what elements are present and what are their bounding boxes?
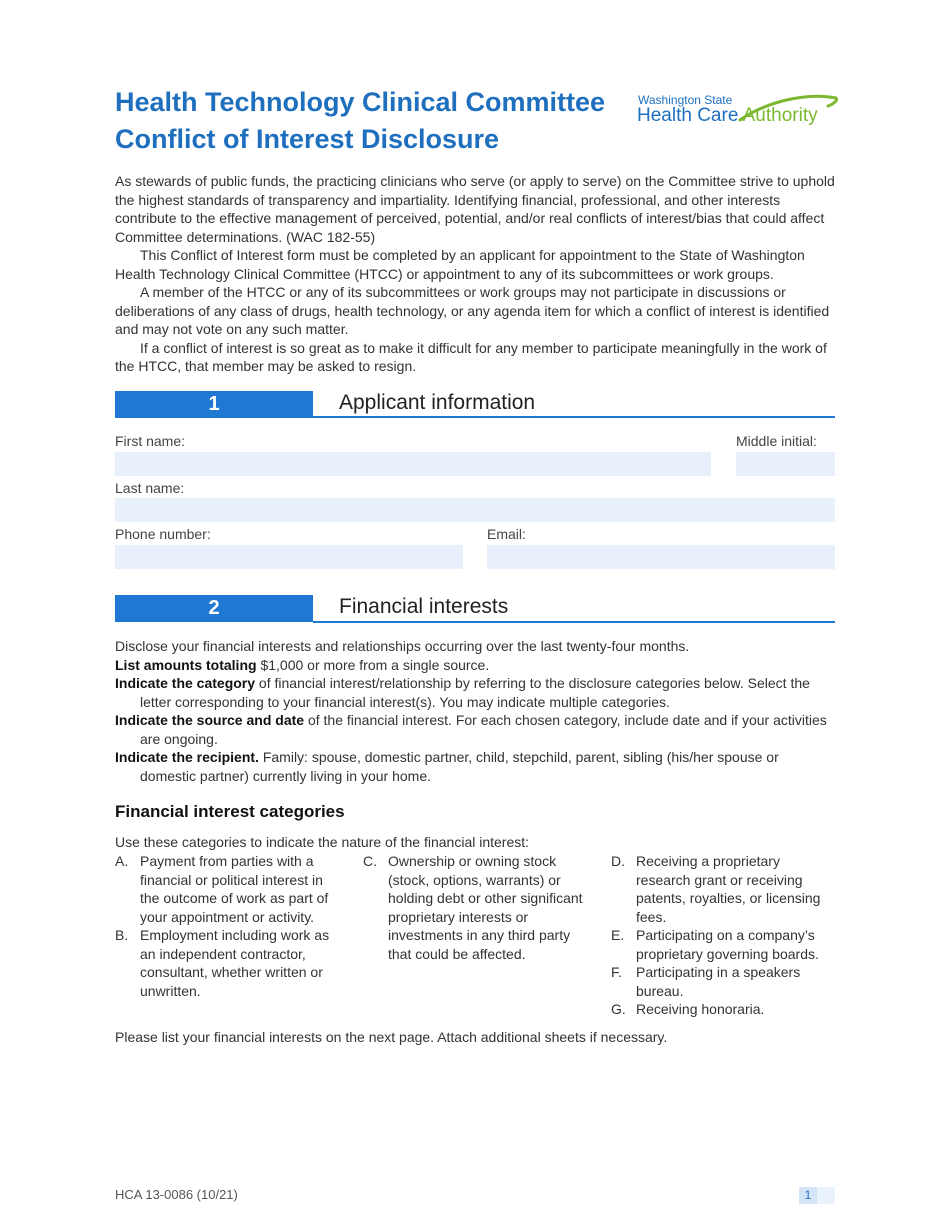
category-text: Receiving honoraria. xyxy=(636,1001,765,1017)
category-text: Participating in a speakers bureau. xyxy=(636,964,801,999)
title-line-2: Conflict of Interest Disclosure xyxy=(115,124,500,154)
category-text: Employment including work as an independent contractor, consultant, whether written or unwritten. xyxy=(140,927,330,999)
instruction-2-text: of financial interest/relationship by referring to the disclosure categories below. Select the letter corresponding to your financial interest(s). You may indicate multiple categories. xyxy=(140,675,810,710)
category-key: G. xyxy=(611,1001,626,1017)
intro-text xyxy=(115,172,835,376)
section-2-number: 2 xyxy=(115,595,313,622)
instruction-1-bold: List amounts totaling xyxy=(115,656,257,673)
instruction-recipient xyxy=(115,748,835,785)
email-label: Email: xyxy=(487,526,526,542)
category-key: D. xyxy=(611,853,625,869)
section-2-rule xyxy=(313,621,835,623)
category-text: Payment from parties with a financial or political interest in the outcome of work as part of your appointment or activity. xyxy=(140,853,329,925)
phone-number-input[interactable] xyxy=(115,545,463,569)
financial-interests-instructions xyxy=(115,637,835,785)
section-1-number: 1 xyxy=(115,391,313,418)
section-2-title: Financial interests xyxy=(339,595,509,618)
category-item xyxy=(611,926,835,963)
title-line-1: Health Technology Clinical Committee xyxy=(115,87,606,117)
instruction-4-text: Family: spouse, domestic partner, child, stepchild, parent, sibling (his/her spouse or domestic partner) currently living in your home. xyxy=(140,749,779,784)
instruction-indicate-category xyxy=(115,674,835,711)
page-number-box xyxy=(799,1187,835,1204)
category-text: Ownership or owning stock (stock, options, warrants) or holding debt or other significant proprietary interests or investments in any third party that could be affected. xyxy=(388,853,583,962)
categories-closing: Please list your financial interests on the next page. Attach additional sheets if necessary. xyxy=(115,1029,668,1045)
category-key: C. xyxy=(363,853,377,869)
categories-column-1 xyxy=(115,852,340,1000)
logo-word-1: Health Care xyxy=(637,105,743,126)
instruction-1-text: $1,000 or more from a single source. xyxy=(256,656,490,673)
last-name-input[interactable] xyxy=(115,498,835,522)
instruction-3-text: of the financial interest. For each chosen category, include date and if your activities are ongoing. xyxy=(140,712,827,747)
category-item xyxy=(611,1000,835,1019)
instruction-list-amounts xyxy=(115,656,835,675)
last-name-label: Last name: xyxy=(115,480,185,496)
instruction-source-date xyxy=(115,711,835,748)
categories-column-3 xyxy=(611,852,835,1019)
category-item xyxy=(611,963,835,1000)
category-key: E. xyxy=(611,927,625,943)
hca-logo xyxy=(636,92,846,132)
category-key: F. xyxy=(611,964,622,980)
section-1-rule xyxy=(313,416,835,418)
page-number: 1 xyxy=(799,1187,817,1204)
category-text: Receiving a proprietary research grant or receiving patents, royalties, or licensing fees. xyxy=(636,853,821,925)
category-text: Participating on a company’s proprietary governing boards. xyxy=(636,927,819,962)
middle-initial-input[interactable] xyxy=(736,452,835,476)
first-name-label: First name: xyxy=(115,433,186,449)
intro-paragraph-2: This Conflict of Interest form must be completed by an applicant for appointment to the State of Washington Health Technology Clinical Committee (HTCC) or appointment to any of its subcommittees or work groups. xyxy=(115,247,805,282)
categories-column-2 xyxy=(363,852,591,963)
category-item xyxy=(363,852,591,963)
page-title xyxy=(115,84,635,158)
category-item xyxy=(115,926,340,1000)
category-item xyxy=(115,852,340,926)
logo-word-2: Authority xyxy=(742,105,818,126)
section-1-title: Applicant information xyxy=(339,391,536,414)
categories-intro: Use these categories to indicate the nature of the financial interest: xyxy=(115,834,530,850)
category-item xyxy=(611,852,835,926)
instruction-3-bold: Indicate the source and date xyxy=(115,712,305,728)
logo-line-2 xyxy=(637,105,818,127)
financial-interests-intro: Disclose your financial interests and relationships occurring over the last twenty-four months. xyxy=(115,638,690,654)
intro-paragraph-3: A member of the HTCC or any of its subcommittees or work groups may not participate in discussions or deliberations of any class of drugs, health technology, or any agenda item for which a conflict of interest is identified and may not vote on any such matter. xyxy=(115,284,830,337)
phone-number-label: Phone number: xyxy=(115,526,211,542)
middle-initial-label: Middle initial: xyxy=(736,433,817,449)
intro-paragraph-1: As stewards of public funds, the practicing clinicians who serve (or apply to serve) on the Committee strive to uphold the highest standards of transparency and impartiality. Identifying financial, professional, and other interests contribute to the effective management of perceived, potential, and/or real conflicts of interest/bias that could affect Committee determinations. (WAC 182-55) xyxy=(115,173,835,245)
instruction-4-bold: Indicate the recipient. xyxy=(115,749,259,765)
category-key: A. xyxy=(115,853,129,869)
form-id: HCA 13-0086 (10/21) xyxy=(115,1187,238,1202)
logo-line-1: Washington State xyxy=(638,93,733,107)
category-key: B. xyxy=(115,927,129,943)
instruction-2-bold: Indicate the category xyxy=(115,675,256,691)
categories-heading: Financial interest categories xyxy=(115,802,345,821)
email-input[interactable] xyxy=(487,545,835,569)
intro-paragraph-4: If a conflict of interest is so great as to make it difficult for any member to participate meaningfully in the work of the HTCC, that member may be asked to resign. xyxy=(115,339,827,374)
first-name-input[interactable] xyxy=(115,452,711,476)
